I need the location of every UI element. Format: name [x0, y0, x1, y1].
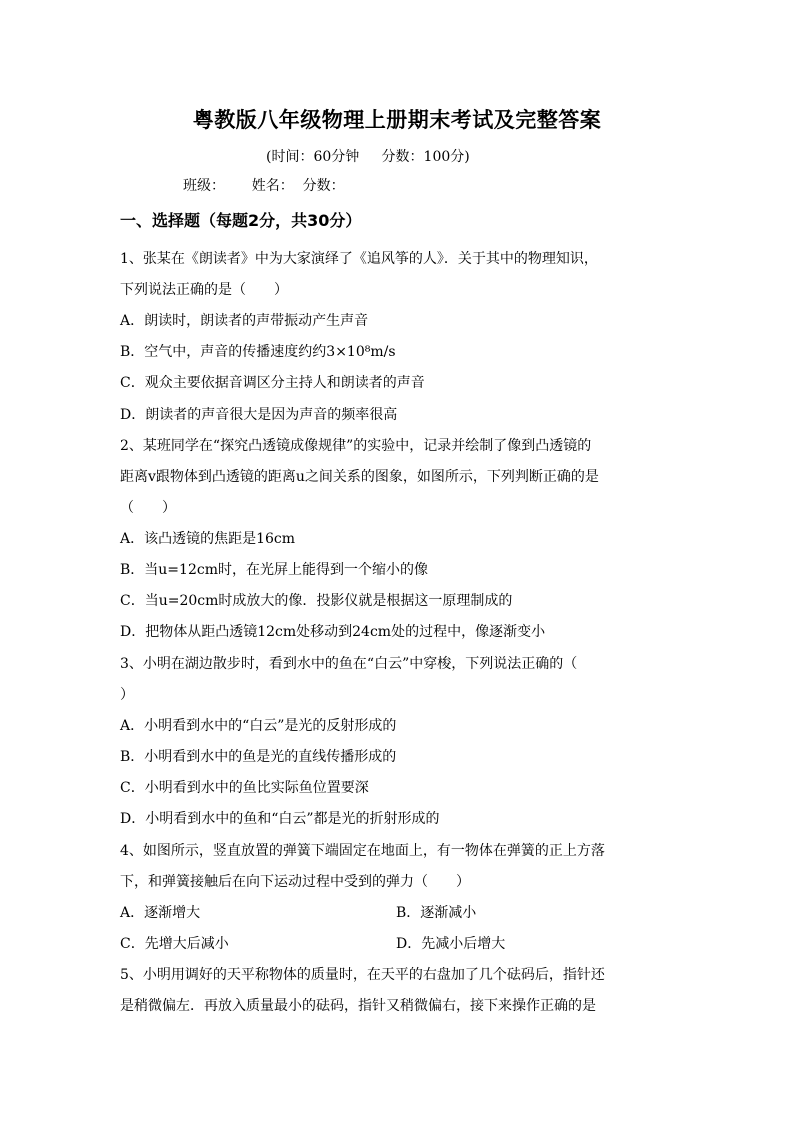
question-stem: 4、如图所示，竖直放置的弹簧下端固定在地面上，有一物体在弹簧的正上方落	[120, 843, 605, 859]
class-label: 班级：	[183, 178, 225, 194]
option-d: D．先减小后增大	[396, 936, 506, 952]
option-c: C．当u=20cm时成放大的像．投影仪就是根据这一原理制成的	[120, 593, 513, 609]
time-info: (时间：60分钟	[266, 149, 360, 165]
question-stem: 是稍微偏左．再放入质量最小的砝码，指针又稍微偏右，接下来操作正确的是	[120, 998, 596, 1014]
option-c: C．先增大后减小	[120, 936, 229, 952]
option-c: C．观众主要依据音调区分主持人和朗读者的声音	[120, 375, 425, 391]
option-d: D．把物体从距凸透镜12cm处移动到24cm处的过程中，像逐渐变小	[120, 624, 546, 640]
page-title: 粤教版八年级物理上册期末考试及完整答案	[192, 108, 602, 132]
option-c: C．小明看到水中的鱼比实际鱼位置要深	[120, 780, 369, 796]
question-stem: 下列说法正确的是（ ）	[120, 282, 288, 298]
option-a: A．朗读时，朗读者的声带振动产生声音	[120, 313, 369, 329]
question-stem: 下，和弹簧接触后在向下运动过程中受到的弹力（ ）	[120, 874, 470, 890]
question-stem: ）	[120, 687, 134, 703]
student-info-line	[183, 175, 345, 195]
option-b: B．空气中，声音的传播速度约约3×10⁸m/s	[120, 344, 396, 360]
question-stem: 1、张某在《朗读者》中为大家演绎了《追风筝的人》．关于其中的物理知识，	[120, 251, 598, 267]
name-label: 姓名：	[251, 178, 294, 194]
question-stem: （ ）	[120, 500, 176, 516]
score-label: 分数：	[302, 178, 345, 194]
exam-meta	[266, 146, 470, 166]
question-stem: 距离v跟物体到凸透镜的距离u之间关系的图象，如图所示，下列判断正确的是	[120, 469, 599, 485]
option-d: D．朗读者的声音很大是因为声音的频率很高	[120, 407, 398, 423]
option-a: A．小明看到水中的“白云”是光的反射形成的	[120, 718, 397, 734]
option-d: D．小明看到水中的鱼和“白云”都是光的折射形成的	[120, 811, 440, 827]
option-a: A．逐渐增大	[120, 905, 201, 921]
option-b: B．逐渐减小	[396, 905, 477, 921]
question-stem: 5、小明用调好的天平称物体的质量时，在天平的右盘加了几个砝码后，指针还	[120, 967, 605, 983]
question-stem: 2、某班同学在“探究凸透镜成像规律”的实验中，记录并绘制了像到凸透镜的	[120, 438, 592, 454]
score-info: 分数：100分)	[381, 149, 470, 165]
option-b: B．小明看到水中的鱼是光的直线传播形成的	[120, 749, 397, 765]
section-heading: 一、选择题（每题2分，共30分）	[120, 211, 362, 230]
question-stem: 3、小明在湖边散步时，看到水中的鱼在“白云”中穿梭，下列说法正确的（	[120, 656, 578, 672]
option-b: B．当u=12cm时，在光屏上能得到一个缩小的像	[120, 562, 428, 578]
option-a: A．该凸透镜的焦距是16cm	[120, 531, 296, 547]
